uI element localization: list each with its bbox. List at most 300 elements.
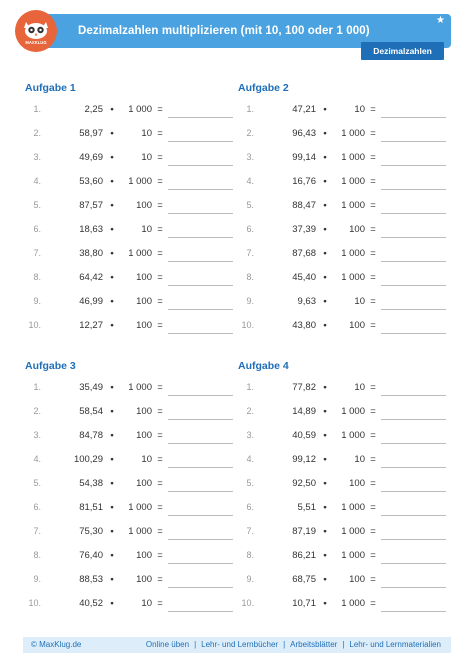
- factor-b: 10: [354, 382, 365, 393]
- factor-a: 87,19: [292, 526, 316, 537]
- multiply-sign: •: [110, 320, 114, 331]
- factor-a: 96,43: [292, 128, 316, 139]
- multiply-sign: •: [323, 248, 327, 259]
- answer-line[interactable]: [381, 285, 446, 286]
- multiply-sign: •: [110, 574, 114, 585]
- task-row: [25, 152, 225, 166]
- task-row: [25, 598, 225, 612]
- factor-b: 100: [136, 406, 152, 417]
- equals-sign: =: [370, 200, 376, 211]
- footer: [23, 637, 451, 653]
- factor-a: 2,25: [84, 104, 103, 115]
- answer-line[interactable]: [168, 467, 233, 468]
- factor-b: 10: [141, 224, 152, 235]
- task-number: 4.: [246, 176, 254, 186]
- factor-a: 75,30: [79, 526, 103, 537]
- multiply-sign: •: [110, 502, 114, 513]
- factor-b: 100: [136, 478, 152, 489]
- answer-line[interactable]: [168, 539, 233, 540]
- task-number: 6.: [246, 224, 254, 234]
- multiply-sign: •: [110, 526, 114, 537]
- factor-b: 1 000: [341, 430, 365, 441]
- equals-sign: =: [157, 574, 163, 585]
- equals-sign: =: [157, 176, 163, 187]
- factor-a: 64,42: [79, 272, 103, 283]
- factor-b: 100: [136, 430, 152, 441]
- multiply-sign: •: [110, 248, 114, 259]
- task-row: [25, 502, 225, 516]
- answer-line[interactable]: [168, 443, 233, 444]
- factor-b: 10: [354, 104, 365, 115]
- equals-sign: =: [370, 128, 376, 139]
- answer-line[interactable]: [168, 333, 233, 334]
- factor-a: 53,60: [79, 176, 103, 187]
- task-row: [238, 550, 438, 564]
- footer-link-arbeitsblaetter[interactable]: Arbeitsblätter: [290, 640, 338, 649]
- equals-sign: =: [370, 176, 376, 187]
- task-number: 3.: [246, 430, 254, 440]
- task-number: 6.: [33, 502, 41, 512]
- footer-separator: |: [283, 640, 286, 649]
- equals-sign: =: [370, 574, 376, 585]
- task-row: [25, 320, 225, 334]
- factor-b: 1 000: [341, 550, 365, 561]
- factor-a: 86,21: [292, 550, 316, 561]
- factor-a: 38,80: [79, 248, 103, 259]
- task-block: [238, 360, 438, 622]
- equals-sign: =: [370, 152, 376, 163]
- equals-sign: =: [157, 502, 163, 513]
- equals-sign: =: [157, 224, 163, 235]
- equals-sign: =: [370, 454, 376, 465]
- answer-line[interactable]: [381, 395, 446, 396]
- task-number: 5.: [33, 200, 41, 210]
- task-row: [238, 406, 438, 420]
- task-number: 7.: [246, 248, 254, 258]
- factor-b: 100: [136, 320, 152, 331]
- task-row: [25, 478, 225, 492]
- equals-sign: =: [370, 550, 376, 561]
- factor-b: 1 000: [341, 152, 365, 163]
- multiply-sign: •: [323, 320, 327, 331]
- factor-b: 1 000: [341, 406, 365, 417]
- factor-b: 1 000: [128, 382, 152, 393]
- factor-a: 88,53: [79, 574, 103, 585]
- answer-line[interactable]: [381, 611, 446, 612]
- multiply-sign: •: [323, 478, 327, 489]
- footer-link-online-ueben[interactable]: Online üben: [145, 640, 190, 649]
- multiply-sign: •: [323, 272, 327, 283]
- task-number: 10.: [28, 320, 41, 330]
- factor-b: 1 000: [128, 104, 152, 115]
- multiply-sign: •: [110, 478, 114, 489]
- task-number: 3.: [33, 152, 41, 162]
- owl-logo-icon: [19, 14, 53, 48]
- task-number: 10.: [28, 598, 41, 608]
- answer-line[interactable]: [381, 261, 446, 262]
- topic-tag: Dezimalzahlen: [361, 42, 444, 60]
- multiply-sign: •: [323, 176, 327, 187]
- factor-a: 99,12: [292, 454, 316, 465]
- equals-sign: =: [370, 320, 376, 331]
- task-number: 1.: [33, 104, 41, 114]
- answer-line[interactable]: [381, 189, 446, 190]
- task-row: [238, 574, 438, 588]
- factor-a: 9,63: [297, 296, 316, 307]
- answer-line[interactable]: [168, 419, 233, 420]
- equals-sign: =: [157, 104, 163, 115]
- task-row: [238, 272, 438, 286]
- factor-b: 10: [354, 296, 365, 307]
- task-number: 9.: [246, 574, 254, 584]
- answer-line[interactable]: [381, 141, 446, 142]
- factor-a: 84,78: [79, 430, 103, 441]
- multiply-sign: •: [110, 128, 114, 139]
- factor-a: 68,75: [292, 574, 316, 585]
- multiply-sign: •: [323, 550, 327, 561]
- task-title: Aufgabe 4: [238, 360, 289, 372]
- factor-b: 1 000: [128, 502, 152, 513]
- task-title: Aufgabe 2: [238, 82, 289, 94]
- answer-line[interactable]: [381, 333, 446, 334]
- multiply-sign: •: [110, 550, 114, 561]
- task-number: 1.: [246, 382, 254, 392]
- multiply-sign: •: [110, 176, 114, 187]
- task-number: 5.: [33, 478, 41, 488]
- task-number: 1.: [33, 382, 41, 392]
- factor-a: 58,97: [79, 128, 103, 139]
- task-row: [238, 128, 438, 142]
- task-row: [25, 454, 225, 468]
- equals-sign: =: [157, 248, 163, 259]
- factor-a: 77,82: [292, 382, 316, 393]
- task-row: [25, 526, 225, 540]
- equals-sign: =: [157, 454, 163, 465]
- answer-line[interactable]: [168, 309, 233, 310]
- task-number: 5.: [246, 200, 254, 210]
- task-row: [238, 382, 438, 396]
- answer-line[interactable]: [168, 515, 233, 516]
- multiply-sign: •: [110, 430, 114, 441]
- equals-sign: =: [157, 598, 163, 609]
- answer-line[interactable]: [381, 539, 446, 540]
- task-block: [25, 360, 225, 622]
- equals-sign: =: [157, 406, 163, 417]
- answer-line[interactable]: [168, 213, 233, 214]
- task-number: 8.: [33, 272, 41, 282]
- answer-line[interactable]: [168, 285, 233, 286]
- answer-line[interactable]: [381, 213, 446, 214]
- logo-text: MAXKLUG: [25, 40, 47, 45]
- task-number: 3.: [246, 152, 254, 162]
- factor-a: 76,40: [79, 550, 103, 561]
- factor-b: 10: [141, 128, 152, 139]
- task-number: 4.: [246, 454, 254, 464]
- multiply-sign: •: [323, 454, 327, 465]
- factor-a: 16,76: [292, 176, 316, 187]
- multiply-sign: •: [323, 502, 327, 513]
- task-number: 3.: [33, 430, 41, 440]
- multiply-sign: •: [110, 152, 114, 163]
- factor-b: 1 000: [341, 176, 365, 187]
- factor-a: 40,59: [292, 430, 316, 441]
- multiply-sign: •: [110, 104, 114, 115]
- factor-b: 1 000: [341, 272, 365, 283]
- factor-b: 100: [349, 224, 365, 235]
- answer-line[interactable]: [381, 165, 446, 166]
- task-row: [238, 200, 438, 214]
- equals-sign: =: [157, 478, 163, 489]
- equals-sign: =: [370, 104, 376, 115]
- factor-b: 100: [136, 272, 152, 283]
- equals-sign: =: [157, 152, 163, 163]
- factor-b: 100: [349, 320, 365, 331]
- task-number: 7.: [33, 526, 41, 536]
- multiply-sign: •: [323, 200, 327, 211]
- factor-a: 87,57: [79, 200, 103, 211]
- equals-sign: =: [157, 382, 163, 393]
- multiply-sign: •: [323, 128, 327, 139]
- equals-sign: =: [370, 478, 376, 489]
- factor-b: 100: [136, 296, 152, 307]
- equals-sign: =: [157, 296, 163, 307]
- task-number: 2.: [246, 128, 254, 138]
- task-row: [25, 224, 225, 238]
- equals-sign: =: [370, 406, 376, 417]
- factor-a: 99,14: [292, 152, 316, 163]
- equals-sign: =: [157, 320, 163, 331]
- task-row: [238, 320, 438, 334]
- task-number: 2.: [33, 406, 41, 416]
- answer-line[interactable]: [168, 611, 233, 612]
- factor-b: 1 000: [341, 248, 365, 259]
- task-row: [25, 248, 225, 262]
- task-row: [25, 296, 225, 310]
- factor-b: 100: [349, 574, 365, 585]
- multiply-sign: •: [323, 382, 327, 393]
- factor-b: 10: [141, 598, 152, 609]
- answer-line[interactable]: [168, 261, 233, 262]
- equals-sign: =: [370, 598, 376, 609]
- task-row: [238, 176, 438, 190]
- multiply-sign: •: [110, 224, 114, 235]
- answer-line[interactable]: [168, 237, 233, 238]
- factor-b: 1 000: [341, 128, 365, 139]
- answer-line[interactable]: [168, 189, 233, 190]
- answer-line[interactable]: [381, 117, 446, 118]
- task-number: 4.: [33, 176, 41, 186]
- task-row: [238, 296, 438, 310]
- answer-line[interactable]: [381, 419, 446, 420]
- factor-b: 1 000: [128, 176, 152, 187]
- answer-line[interactable]: [381, 491, 446, 492]
- multiply-sign: •: [110, 296, 114, 307]
- factor-a: 12,27: [79, 320, 103, 331]
- factor-a: 49,69: [79, 152, 103, 163]
- factor-a: 14,89: [292, 406, 316, 417]
- answer-line[interactable]: [381, 587, 446, 588]
- factor-b: 100: [349, 478, 365, 489]
- equals-sign: =: [157, 272, 163, 283]
- footer-copyright[interactable]: © MaxKlug.de: [31, 640, 82, 649]
- task-row: [238, 430, 438, 444]
- task-row: [238, 248, 438, 262]
- factor-b: 1 000: [341, 598, 365, 609]
- equals-sign: =: [370, 272, 376, 283]
- maxklug-logo: [15, 10, 57, 52]
- task-row: [238, 478, 438, 492]
- answer-line[interactable]: [381, 467, 446, 468]
- factor-a: 45,40: [292, 272, 316, 283]
- task-row: [25, 574, 225, 588]
- answer-line[interactable]: [168, 587, 233, 588]
- factor-a: 5,51: [297, 502, 316, 513]
- factor-a: 18,63: [79, 224, 103, 235]
- equals-sign: =: [370, 296, 376, 307]
- factor-a: 43,80: [292, 320, 316, 331]
- answer-line[interactable]: [168, 117, 233, 118]
- task-number: 10.: [241, 320, 254, 330]
- task-number: 9.: [33, 296, 41, 306]
- factor-a: 92,50: [292, 478, 316, 489]
- equals-sign: =: [370, 502, 376, 513]
- factor-a: 88,47: [292, 200, 316, 211]
- task-row: [25, 406, 225, 420]
- task-number: 2.: [33, 128, 41, 138]
- star-icon: ★: [436, 15, 445, 26]
- task-number: 6.: [33, 224, 41, 234]
- factor-a: 81,51: [79, 502, 103, 513]
- task-block: [238, 82, 438, 344]
- task-title: Aufgabe 1: [25, 82, 76, 94]
- task-number: 2.: [246, 406, 254, 416]
- task-row: [25, 272, 225, 286]
- equals-sign: =: [370, 526, 376, 537]
- factor-a: 46,99: [79, 296, 103, 307]
- multiply-sign: •: [323, 224, 327, 235]
- factor-b: 100: [136, 200, 152, 211]
- multiply-sign: •: [110, 382, 114, 393]
- multiply-sign: •: [323, 574, 327, 585]
- task-row: [25, 200, 225, 214]
- factor-a: 47,21: [292, 104, 316, 115]
- multiply-sign: •: [110, 406, 114, 417]
- task-number: 10.: [241, 598, 254, 608]
- answer-line[interactable]: [168, 141, 233, 142]
- equals-sign: =: [370, 248, 376, 259]
- factor-b: 100: [136, 550, 152, 561]
- answer-line[interactable]: [168, 165, 233, 166]
- task-row: [238, 526, 438, 540]
- equals-sign: =: [157, 550, 163, 561]
- factor-b: 1 000: [128, 248, 152, 259]
- factor-a: 87,68: [292, 248, 316, 259]
- multiply-sign: •: [323, 526, 327, 537]
- equals-sign: =: [157, 430, 163, 441]
- answer-line[interactable]: [381, 237, 446, 238]
- answer-line[interactable]: [381, 443, 446, 444]
- task-row: [25, 176, 225, 190]
- factor-b: 1 000: [341, 526, 365, 537]
- answer-line[interactable]: [381, 309, 446, 310]
- task-row: [25, 128, 225, 142]
- multiply-sign: •: [323, 296, 327, 307]
- task-row: [238, 598, 438, 612]
- multiply-sign: •: [110, 200, 114, 211]
- task-number: 8.: [33, 550, 41, 560]
- footer-separator: |: [342, 640, 345, 649]
- task-row: [238, 152, 438, 166]
- task-row: [25, 104, 225, 118]
- task-number: 8.: [246, 550, 254, 560]
- task-row: [238, 502, 438, 516]
- task-number: 6.: [246, 502, 254, 512]
- footer-link-lehr-und-lernbuecher[interactable]: Lehr- und Lernbücher: [201, 640, 279, 649]
- factor-a: 40,52: [79, 598, 103, 609]
- task-number: 7.: [33, 248, 41, 258]
- factor-b: 1 000: [341, 200, 365, 211]
- task-number: 7.: [246, 526, 254, 536]
- factor-b: 1 000: [128, 526, 152, 537]
- factor-a: 58,54: [79, 406, 103, 417]
- factor-b: 10: [141, 152, 152, 163]
- equals-sign: =: [370, 224, 376, 235]
- footer-links: [146, 637, 441, 653]
- task-row: [238, 224, 438, 238]
- multiply-sign: •: [323, 598, 327, 609]
- factor-a: 54,38: [79, 478, 103, 489]
- task-number: 4.: [33, 454, 41, 464]
- factor-b: 100: [136, 574, 152, 585]
- multiply-sign: •: [323, 406, 327, 417]
- factor-a: 10,71: [292, 598, 316, 609]
- task-row: [25, 430, 225, 444]
- multiply-sign: •: [110, 598, 114, 609]
- task-number: 9.: [246, 296, 254, 306]
- answer-line[interactable]: [381, 515, 446, 516]
- multiply-sign: •: [110, 272, 114, 283]
- equals-sign: =: [157, 526, 163, 537]
- page-title: Dezimalzahlen multiplizieren (mit 10, 100 oder 1 000): [78, 25, 370, 37]
- equals-sign: =: [370, 382, 376, 393]
- equals-sign: =: [157, 128, 163, 139]
- task-row: [25, 382, 225, 396]
- multiply-sign: •: [110, 454, 114, 465]
- task-number: 9.: [33, 574, 41, 584]
- multiply-sign: •: [323, 152, 327, 163]
- task-number: 8.: [246, 272, 254, 282]
- answer-line[interactable]: [168, 395, 233, 396]
- multiply-sign: •: [323, 104, 327, 115]
- task-number: 5.: [246, 478, 254, 488]
- factor-a: 100,29: [73, 454, 103, 465]
- answer-line[interactable]: [168, 491, 233, 492]
- task-title: Aufgabe 3: [25, 360, 76, 372]
- task-row: [238, 104, 438, 118]
- task-block: [25, 82, 225, 344]
- answer-line[interactable]: [168, 563, 233, 564]
- factor-a: 35,49: [79, 382, 103, 393]
- equals-sign: =: [370, 430, 376, 441]
- factor-b: 10: [141, 454, 152, 465]
- task-row: [238, 454, 438, 468]
- footer-link-lehr-und-lernmaterialien[interactable]: Lehr- und Lernmaterialien: [349, 640, 441, 649]
- factor-b: 10: [354, 454, 365, 465]
- answer-line[interactable]: [381, 563, 446, 564]
- equals-sign: =: [157, 200, 163, 211]
- multiply-sign: •: [323, 430, 327, 441]
- task-number: 1.: [246, 104, 254, 114]
